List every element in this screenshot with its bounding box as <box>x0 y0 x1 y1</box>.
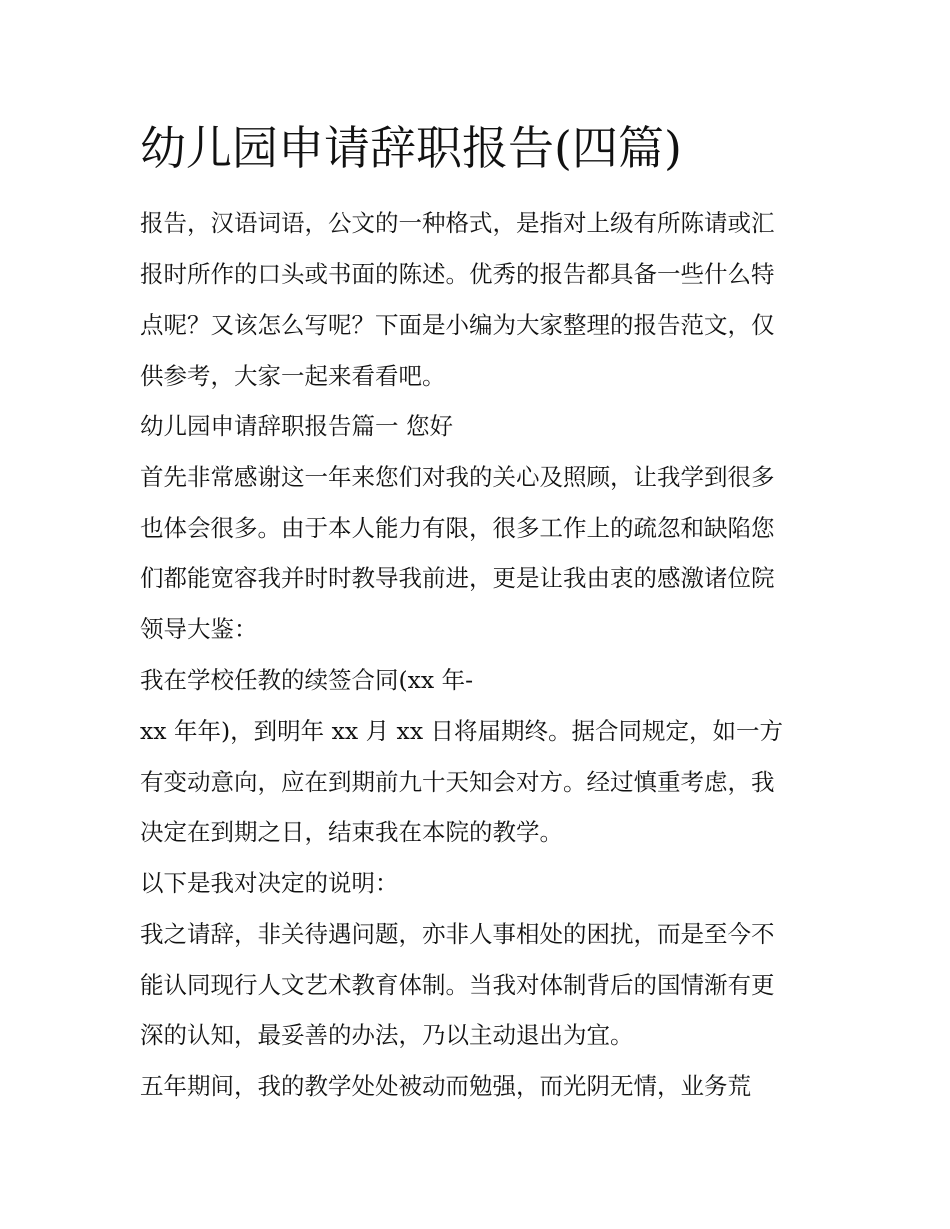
body-line: 我在学校任教的续签合同(xx 年- <box>140 666 474 694</box>
body-line: 以下是我对决定的说明： <box>140 869 399 897</box>
body-line: 们都能宽容我并时时教导我前进，更是让我由衷的感激诸位院 <box>140 564 775 592</box>
body-line: 报时所作的口头或书面的陈述。优秀的报告都具备一些什么特 <box>140 260 775 288</box>
body-line: 决定在到期之日，结束我在本院的教学。 <box>140 818 563 846</box>
body-line: 供参考，大家一起来看看吧。 <box>140 362 446 390</box>
body-line: 五年期间，我的教学处处被动而勉强，而光阴无情，业务荒 <box>140 1072 751 1100</box>
body-line: xx 年年)，到明年 xx 月 xx 日将届期终。据合同规定，如一方 <box>140 717 784 745</box>
body-line: 首先非常感谢这一年来您们对我的关心及照顾，让我学到很多 <box>140 463 775 491</box>
body-line: 深的认知，最妥善的办法，乃以主动退出为宜。 <box>140 1021 634 1049</box>
body-line: 也体会很多。由于本人能力有限，很多工作上的疏忽和缺陷您 <box>140 514 775 542</box>
body-line: 有变动意向，应在到期前九十天知会对方。经过慎重考虑，我 <box>140 768 775 796</box>
body-line: 我之请辞，非关待遇问题，亦非人事相处的困扰，而是至今不 <box>140 920 775 948</box>
body-line: 报告，汉语词语，公文的一种格式，是指对上级有所陈请或汇 <box>140 209 775 237</box>
body-line: 领导大鉴： <box>140 615 258 643</box>
body-line: 点呢？又该怎么写呢？下面是小编为大家整理的报告范文，仅 <box>140 311 775 339</box>
body-line: 能认同现行人文艺术教育体制。当我对体制背后的国情渐有更 <box>140 971 775 999</box>
document-title: 幼儿园申请辞职报告(四篇) <box>140 121 682 175</box>
section-heading: 幼儿园申请辞职报告篇一 您好 <box>140 412 453 440</box>
